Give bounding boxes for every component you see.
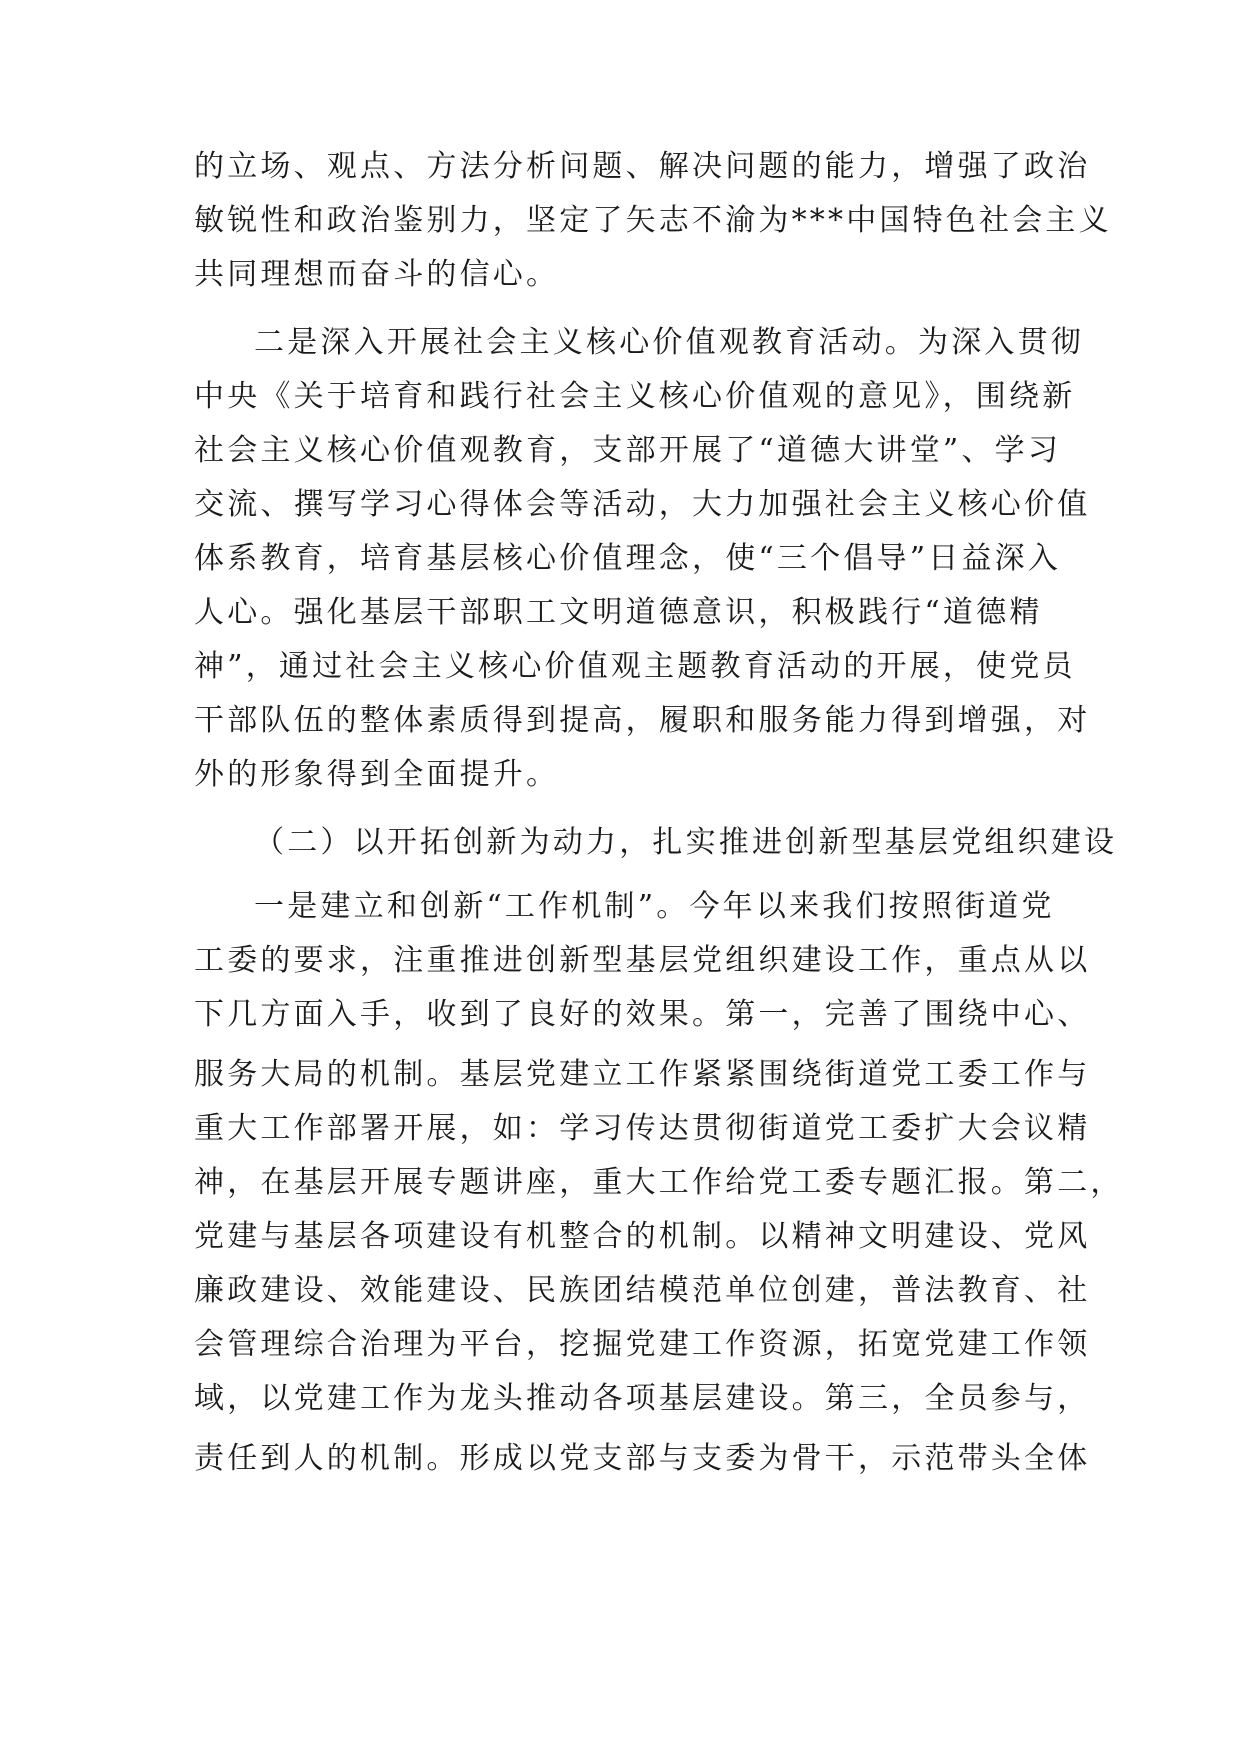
text-line: 敏锐性和政治鉴别力，坚定了矢志不渝为***中国特色社会主义 bbox=[194, 203, 1112, 238]
text-line: 神”，通过社会主义核心价值观主题教育活动的开展，使党员 bbox=[194, 649, 1076, 684]
text-line: 廉政建设、效能建设、民族团结模范单位创建，普法教育、社 bbox=[194, 1273, 1091, 1308]
text-line: 的立场、观点、方法分析问题、解决问题的能力，增强了政治 bbox=[194, 149, 1091, 184]
text-line: 服务大局的机制。基层党建立工作紧紧围绕街道党工委工作与 bbox=[194, 1057, 1091, 1092]
heading-line: （二）以开拓创新为动力，扎实推进创新型基层党组织建设 bbox=[254, 825, 1118, 860]
text-line: 干部队伍的整体素质得到提高，履职和服务能力得到增强，对 bbox=[194, 703, 1091, 738]
text-line: 体系教育，培育基层核心价值理念，使“三个倡导”日益深入 bbox=[194, 541, 1062, 576]
text-line: 党建与基层各项建设有机整合的机制。以精神文明建设、党风 bbox=[194, 1219, 1091, 1254]
text-line: 工委的要求，注重推进创新型基层党组织建设工作，重点从以 bbox=[194, 943, 1091, 978]
text-line: 人心。强化基层干部职工文明道德意识，积极践行“道德精 bbox=[194, 595, 1043, 630]
text-line: 外的形象得到全面提升。 bbox=[194, 757, 560, 792]
text-line: 中央《关于培育和践行社会主义核心价值观的意见》，围绕新 bbox=[194, 379, 1076, 414]
text-line: 二是深入开展社会主义核心价值观教育活动。为深入贯彻 bbox=[254, 325, 1084, 360]
text-line: 下几方面入手，收到了良好的效果。第一，完善了围绕中心、 bbox=[194, 997, 1091, 1032]
text-line: 神，在基层开展专题讲座，重大工作给党工委专题汇报。第二， bbox=[194, 1165, 1124, 1200]
text-line: 域，以党建工作为龙头推动各项基层建设。第三，全员参与， bbox=[194, 1381, 1091, 1416]
text-line: 社会主义核心价值观教育，支部开展了“道德大讲堂”、学习 bbox=[194, 433, 1062, 468]
text-line: 共同理想而奋斗的信心。 bbox=[194, 257, 560, 292]
section-heading bbox=[194, 816, 1118, 870]
text-line: 一是建立和创新“工作机制”。今年以来我们按照街道党 bbox=[254, 889, 1055, 924]
text-line: 责任到人的机制。形成以党支部与支委为骨干，示范带头全体 bbox=[194, 1441, 1091, 1476]
text-line: 会管理综合治理为平台，挖掘党建工作资源，拓宽党建工作领 bbox=[194, 1327, 1091, 1362]
paragraph-core-values bbox=[194, 316, 1091, 802]
text-line: 重大工作部署开展，如：学习传达贯彻街道党工委扩大会议精 bbox=[194, 1111, 1091, 1146]
paragraph-work-mechanism bbox=[194, 880, 1124, 1486]
paragraph-continuation bbox=[194, 140, 1112, 302]
text-line: 交流、撰写学习心得体会等活动，大力加强社会主义核心价值 bbox=[194, 487, 1091, 522]
document-body bbox=[194, 140, 1124, 1486]
